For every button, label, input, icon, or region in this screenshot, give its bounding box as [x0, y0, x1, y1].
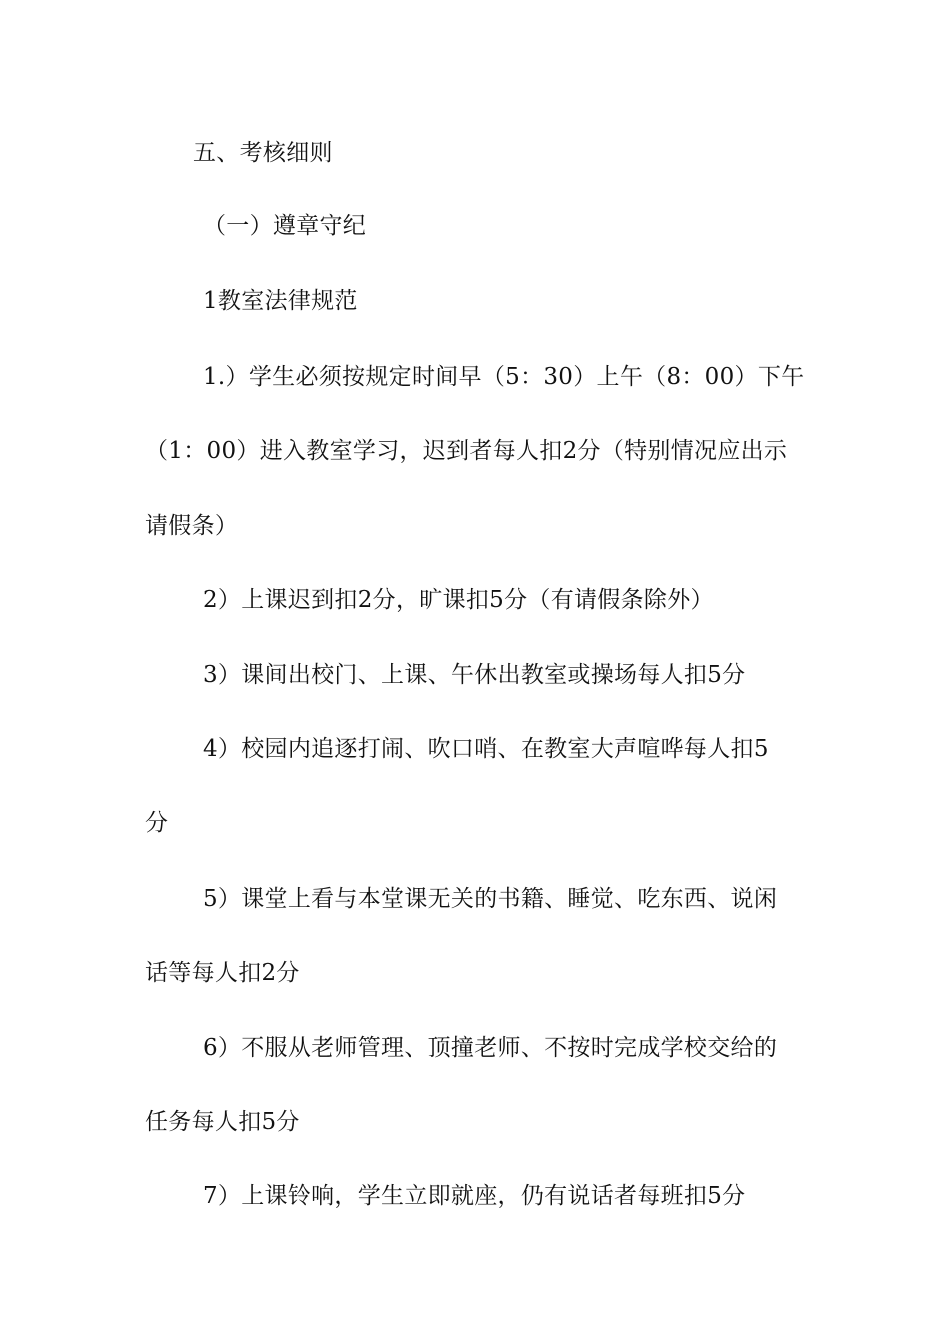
section-heading: 五、考核细则: [193, 140, 333, 166]
rule-3: 3）课间出校门、上课、午休出教室或操场每人扣5分: [203, 662, 746, 688]
rule-1-line-2: （1：00）进入教室学习，迟到者每人扣2分（特别情况应出示: [145, 438, 788, 464]
rule-1-line-1: 1.）学生必须按规定时间早（5：30）上午（8：00）下午: [203, 364, 805, 390]
rule-7: 7）上课铃响，学生立即就座，仍有说话者每班扣5分: [203, 1183, 746, 1209]
rule-6-line-2: 任务每人扣5分: [145, 1109, 300, 1135]
rule-4-line-2: 分: [145, 810, 169, 836]
rule-1-line-3: 请假条）: [145, 513, 239, 539]
rule-5-line-2: 话等每人扣2分: [145, 960, 300, 986]
rule-6-line-1: 6）不服从老师管理、顶撞老师、不按时完成学校交给的: [203, 1035, 778, 1061]
rule-2: 2）上课迟到扣2分，旷课扣5分（有请假条除外）: [203, 587, 714, 613]
subsection-heading: （一）遵章守纪: [203, 213, 367, 239]
rule-5-line-1: 5）课堂上看与本堂课无关的书籍、睡觉、吃东西、说闲: [203, 886, 778, 912]
rule-4-line-1: 4）校园内追逐打闹、吹口哨、在教室大声喧哗每人扣5: [203, 736, 769, 762]
rule-category-heading: 1教室法律规范: [203, 288, 358, 314]
